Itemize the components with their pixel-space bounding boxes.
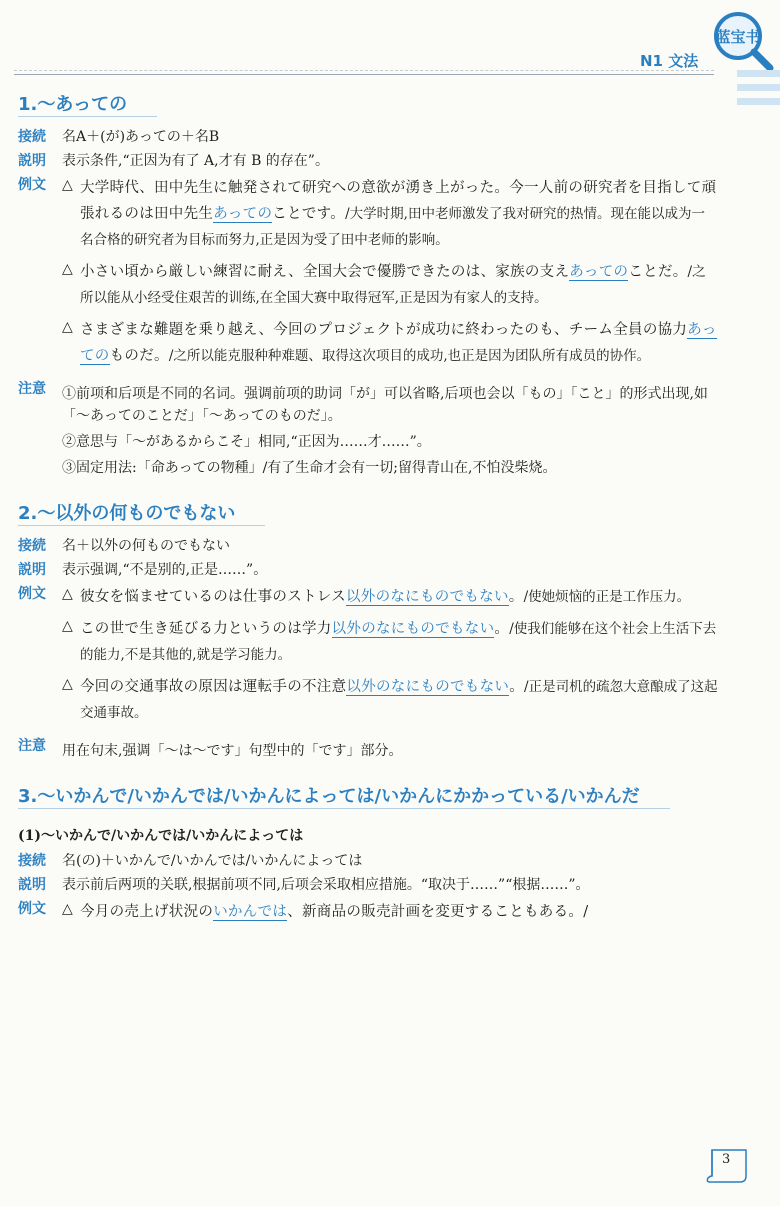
- example-tag: 例文: [18, 586, 46, 602]
- example-item: △ 小さい頃から厳しい練習に耐え、全国大会で優勝できたのは、家族の支えあってのことだ。/之所以能从小经受住艰苦的训练,在全国大赛中取得冠军,正是因为有家人的支持。: [62, 259, 718, 311]
- subsection-title: (1)～いかんで/いかんでは/いかんによっては: [18, 828, 304, 844]
- notes-row: [18, 379, 718, 483]
- note-tag: 注意: [18, 738, 46, 754]
- example-item: △ 大学時代、田中先生に触発されて研究への意欲が湧き上がった。今一人前の研究者を目指して頑張れるのは田中先生あってのことです。/大学时期,田中老师激发了我对研究的热情。现在能以成为一名合格的研究者为目标而努力,正是因为受了田中老师的影响。: [62, 175, 718, 253]
- meaning-tag: 説明: [18, 153, 46, 169]
- highlight: あっての: [213, 206, 273, 222]
- note-item: ③固定用法:「命あっての物種」/有了生命才会有一切;留得青山在,不怕没柴烧。: [62, 460, 557, 476]
- section-title: 3.～いかんで/いかんでは/いかんによっては/いかんにかかっている/いかんだ: [18, 782, 670, 809]
- notes-row: [18, 736, 718, 766]
- examples-row: [18, 175, 718, 375]
- meaning-tag: 説明: [18, 877, 46, 893]
- highlight: いかんでは: [213, 904, 288, 920]
- meaning-row: [18, 151, 718, 171]
- pattern-tag: 接続: [18, 129, 46, 145]
- examples-row: [18, 899, 718, 931]
- highlight: あっての: [569, 264, 629, 280]
- header-dotted-line: [14, 70, 714, 71]
- pattern-row: [18, 127, 718, 147]
- note-item: 用在句末,强调「～は～です」句型中的「です」部分。: [62, 743, 403, 759]
- meaning-text: 表示条件,“正因为有了 A,才有 B 的存在”。: [62, 153, 329, 169]
- highlight: 以外のなにものでもない: [331, 621, 495, 637]
- running-title: N1 文法: [640, 52, 699, 70]
- pattern-text: 名＋以外の何ものでもない: [62, 538, 230, 554]
- meaning-text: 表示强调,“不是别的,正是……”。: [62, 562, 268, 578]
- meaning-row: [18, 560, 718, 580]
- example-tag: 例文: [18, 901, 46, 917]
- example-item: △ さまざまな難題を乗り越え、今回のプロジェクトが成功に終わったのも、チーム全員の協力あってのものだ。/之所以能克服种种难题、取得这次项目的成功,也正是因为团队所有成员的协作。: [62, 317, 718, 369]
- grammar-content: [18, 88, 718, 935]
- side-stripes: [737, 70, 780, 112]
- highlight: 以外のなにものでもない: [346, 679, 510, 695]
- example-item: △ 彼女を悩ませているのは仕事のストレス以外のなにものでもない。/使她烦恼的正是工作压力。: [62, 584, 718, 610]
- section-title: 2.～以外の何ものでもない: [18, 499, 265, 526]
- meaning-text: 表示前后两项的关联,根据前项不同,后项会采取相应措施。“取决于……”“根据……”。: [62, 877, 590, 893]
- pattern-row: [18, 851, 718, 871]
- meaning-row: [18, 875, 718, 895]
- meaning-tag: 説明: [18, 562, 46, 578]
- pattern-tag: 接続: [18, 538, 46, 554]
- pattern-row: [18, 536, 718, 556]
- pattern-text: 名A＋(が)あっての＋名B: [62, 129, 220, 145]
- example-item: △ 今月の売上げ状況のいかんでは、新商品の販売計画を変更することもある。/: [62, 899, 718, 925]
- section-title: 1.～あっての: [18, 90, 157, 117]
- highlight: あっての: [80, 322, 717, 364]
- example-item: △ この世で生き延びる力というのは学力以外のなにものでもない。/使我们能够在这个社会上生活下去的能力,不是其他的,就是学习能力。: [62, 616, 718, 668]
- note-tag: 注意: [18, 381, 46, 397]
- magnifier-logo-icon: [706, 6, 776, 76]
- highlight: 以外のなにものでもない: [345, 589, 509, 605]
- pattern-text: 名(の)＋いかんで/いかんでは/いかんによっては: [62, 853, 363, 869]
- example-tag: 例文: [18, 177, 46, 193]
- examples-row: [18, 584, 718, 732]
- page-number: 3: [722, 1152, 731, 1167]
- note-item: ①前项和后项是不同的名词。强调前项的助词「が」可以省略,后项也会以「もの」「こと」的形式出现,如「～あってのことだ」「～あってのものだ」。: [62, 386, 708, 424]
- note-item: ②意思与「～があるからこそ」相同,“正因为……才……”。: [62, 434, 431, 450]
- pattern-tag: 接続: [18, 853, 46, 869]
- header-rule: [14, 74, 714, 75]
- example-item: △ 今回の交通事故の原因は運転手の不注意以外のなにものでもない。/正是司机的疏忽大意酿成了这起交通事故。: [62, 674, 718, 726]
- logo-text: 蓝宝书: [715, 28, 761, 46]
